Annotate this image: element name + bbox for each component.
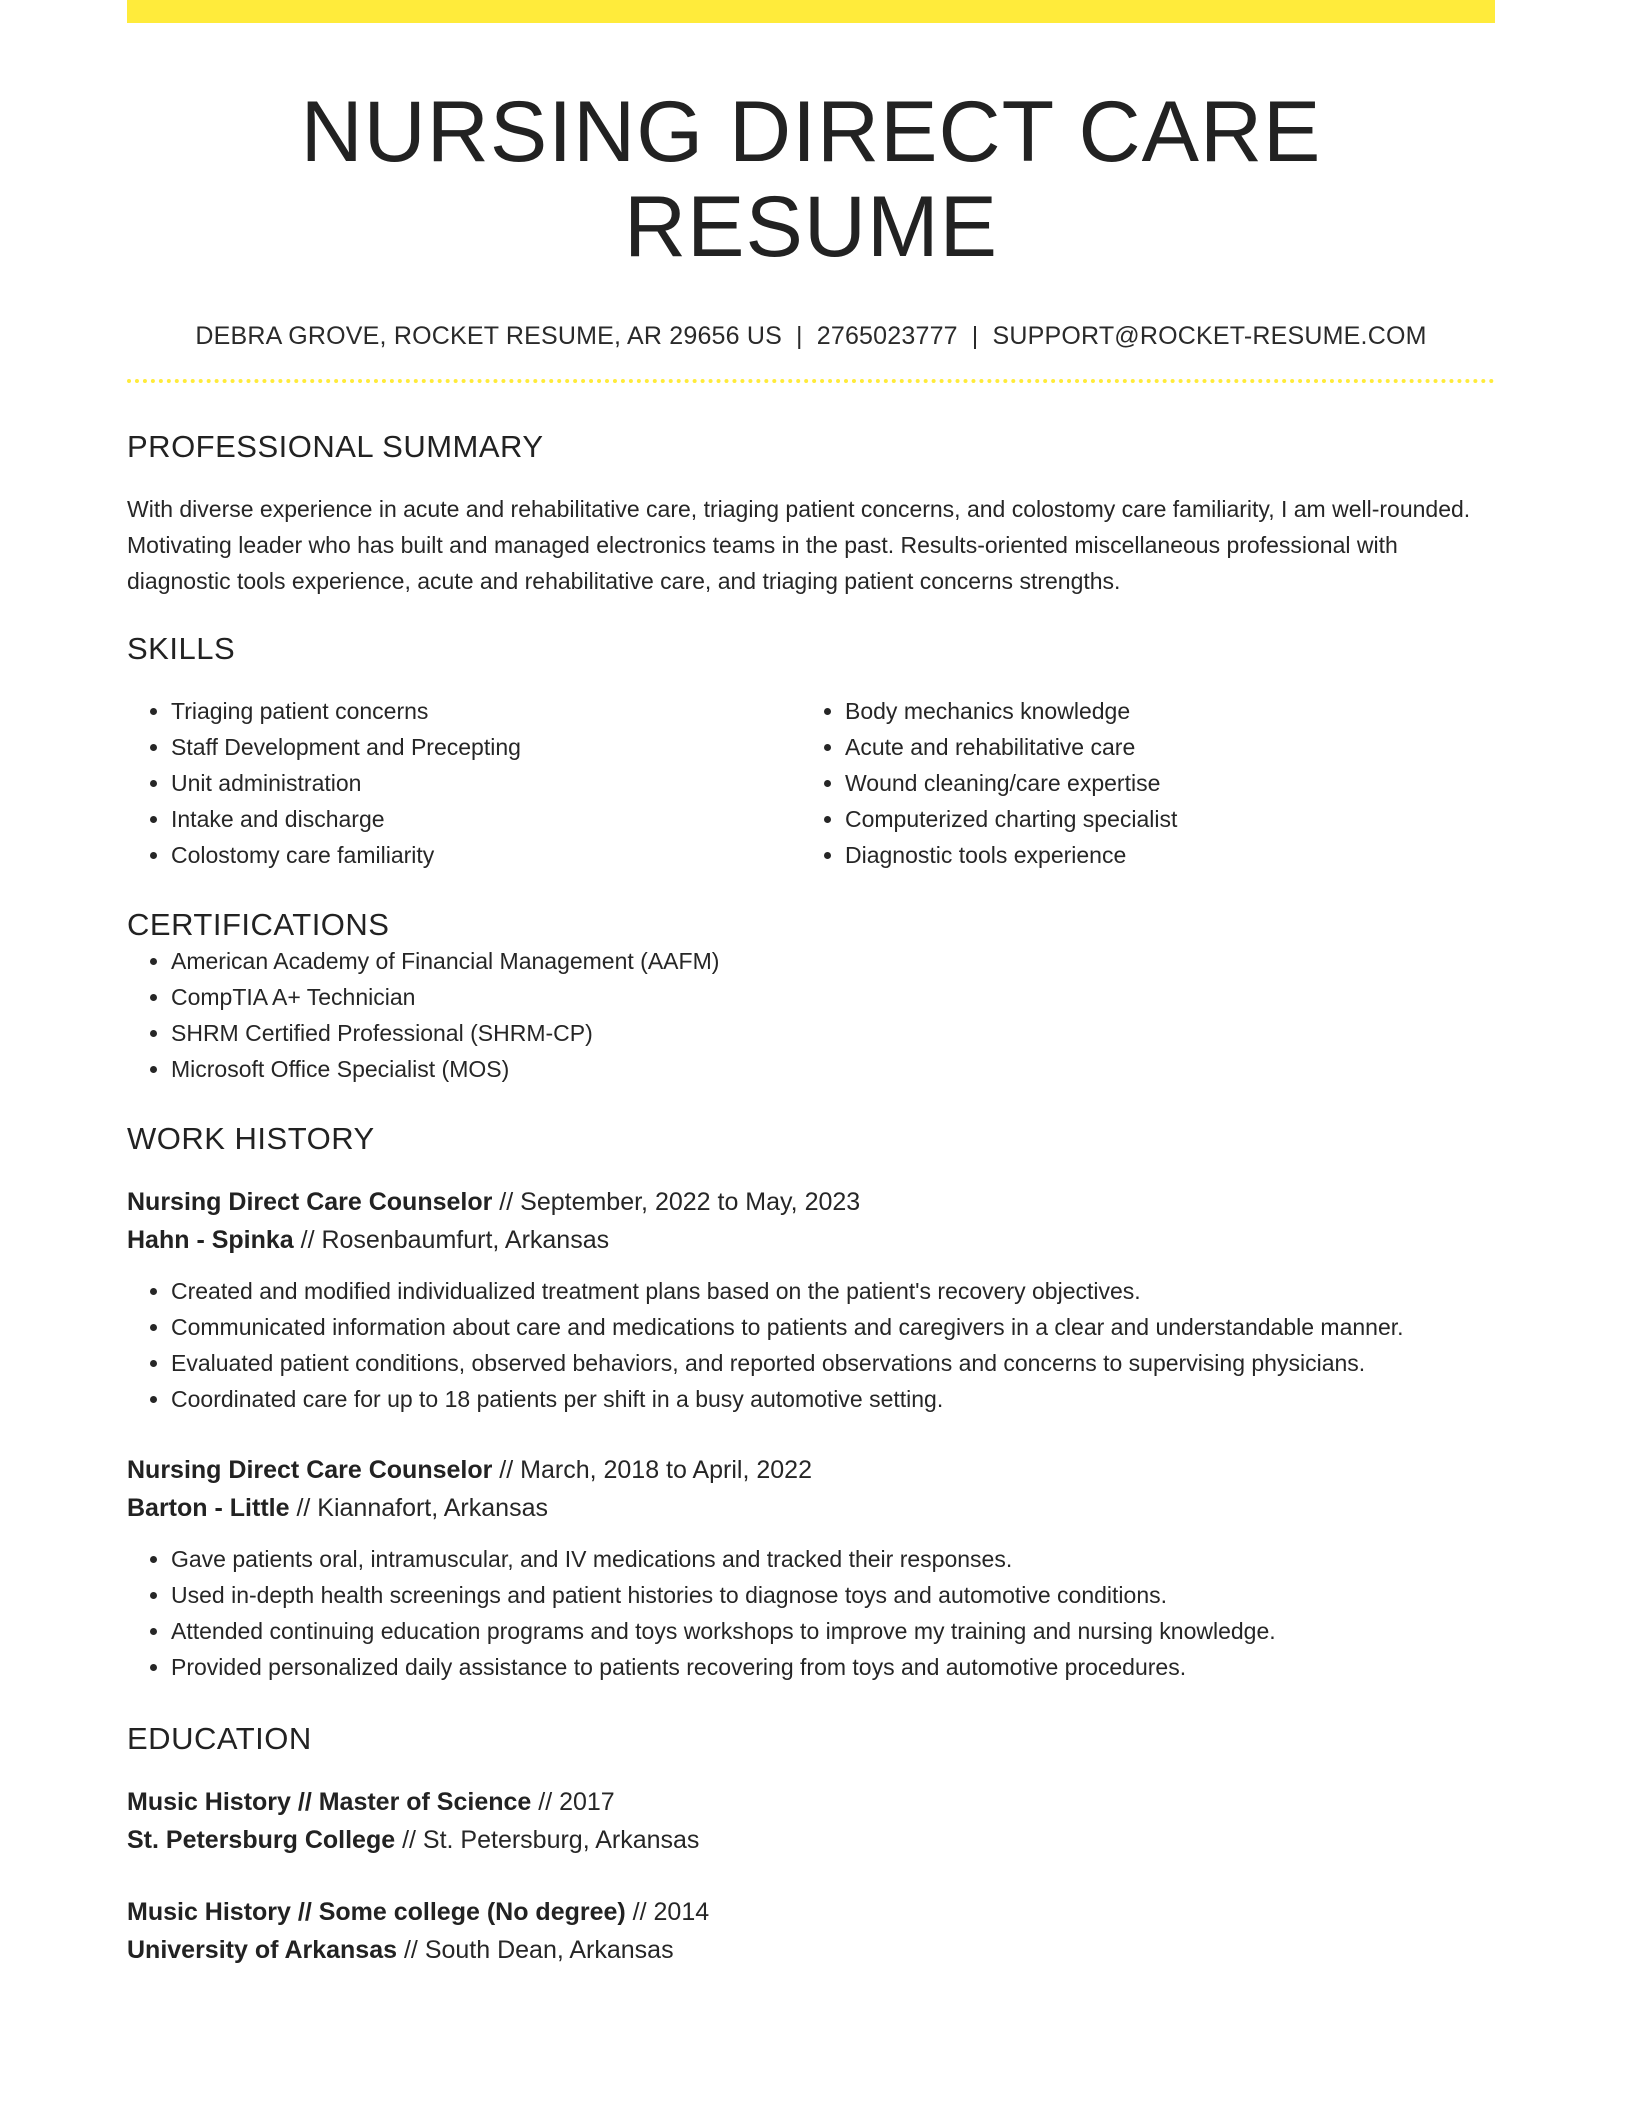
skill-item: • Triaging patient concerns (171, 693, 801, 729)
skills-list-right (801, 693, 1485, 873)
skill-item: • Acute and rehabilitative care (845, 729, 1485, 765)
contact-separator: | (971, 322, 979, 351)
job-bullet: • Created and modified individualized treatment plans based on the patient's recovery objectives. (171, 1273, 1495, 1309)
job-bullet: • Evaluated patient conditions, observed behaviors, and reported observations and concerns to supervising physicians. (171, 1345, 1495, 1381)
certifications-list (127, 943, 1495, 1087)
work-history-heading: WORK HISTORY (127, 1121, 375, 1157)
education-school: University of Arkansas (127, 1936, 398, 1965)
job-company: Hahn - Spinka (127, 1226, 294, 1255)
contact-line (127, 322, 1495, 351)
job-dates: // September, 2022 to May, 2023 (492, 1188, 861, 1217)
accent-bar (127, 0, 1495, 23)
contact-separator: | (796, 322, 803, 351)
job-bullet: • Attended continuing education programs and toys workshops to improve my training and nursing knowledge. (171, 1613, 1495, 1649)
skills-list-left (127, 693, 801, 873)
job-title-line (127, 1183, 1495, 1221)
header-divider (127, 379, 1495, 383)
job-bullet: • Used in-depth health screenings and patient histories to diagnose toys and automotive conditions. (171, 1577, 1495, 1613)
job-bullet: • Communicated information about care and medications to patients and caregivers in a clear and understandable manner. (171, 1309, 1495, 1345)
job-title: Nursing Direct Care Counselor (127, 1456, 493, 1485)
certification-item: • CompTIA A+ Technician (171, 979, 1495, 1015)
contact-email[interactable]: SUPPORT@ROCKET-RESUME.COM (992, 322, 1427, 351)
skill-item: • Body mechanics knowledge (845, 693, 1485, 729)
education-entry (127, 1783, 1495, 1859)
certifications-heading: CERTIFICATIONS (127, 907, 390, 943)
certification-item: • SHRM Certified Professional (SHRM-CP) (171, 1015, 1495, 1051)
job-location: // Kiannafort, Arkansas (289, 1494, 548, 1523)
skill-item: • Intake and discharge (171, 801, 801, 837)
education-heading: EDUCATION (127, 1721, 312, 1757)
skill-item: • Unit administration (171, 765, 801, 801)
certification-item: • American Academy of Financial Management (AAFM) (171, 943, 1495, 979)
skill-item: • Staff Development and Precepting (171, 729, 801, 765)
job-entry (127, 1451, 1495, 1685)
education-degree-line (127, 1783, 1495, 1821)
skill-item: • Colostomy care familiarity (171, 837, 801, 873)
job-dates: // March, 2018 to April, 2022 (492, 1456, 812, 1485)
education-location: // St. Petersburg, Arkansas (395, 1826, 700, 1855)
job-bullet: • Provided personalized daily assistance to patients recovering from toys and automotive procedures. (171, 1649, 1495, 1685)
education-year: // 2017 (531, 1788, 615, 1817)
education-school: St. Petersburg College (127, 1826, 396, 1855)
education-year: // 2014 (625, 1898, 710, 1927)
education-degree-line (127, 1893, 1495, 1931)
education-degree: Music History // Some college (No degree) (127, 1898, 626, 1927)
job-title-line (127, 1451, 1495, 1489)
contact-address: DEBRA GROVE, ROCKET RESUME, AR 29656 US (195, 322, 783, 351)
job-title: Nursing Direct Care Counselor (127, 1188, 493, 1217)
job-company: Barton - Little (127, 1494, 290, 1523)
job-bullets (127, 1273, 1495, 1417)
skills-grid (127, 693, 1495, 873)
certification-item: • Microsoft Office Specialist (MOS) (171, 1051, 1495, 1087)
education-entry (127, 1893, 1495, 1969)
education-school-line (127, 1931, 1495, 1969)
skill-item: • Wound cleaning/care expertise (845, 765, 1485, 801)
job-entry (127, 1183, 1495, 1417)
resume-title: NURSING DIRECT CARE RESUME (300, 84, 1322, 275)
summary-text: With diverse experience in acute and rehabilitative care, triaging patient concerns, and colostomy care familiarity, I am well-rounded. Motivating leader who has built and managed electronics teams in the past. Results-oriented miscellaneous professional with diagnostic tools experience, acute and rehabilitative care, and triaging patient concerns strengths. (127, 496, 1471, 595)
contact-phone[interactable]: 2765023777 (816, 322, 958, 351)
job-bullet: • Gave patients oral, intramuscular, and IV medications and tracked their responses. (171, 1541, 1495, 1577)
job-company-line (127, 1489, 1495, 1527)
skill-item: • Computerized charting specialist (845, 801, 1485, 837)
summary-heading: PROFESSIONAL SUMMARY (127, 429, 544, 465)
resume-page (127, 0, 1495, 1969)
job-bullets (127, 1541, 1495, 1685)
skill-item: • Diagnostic tools experience (845, 837, 1485, 873)
education-school-line (127, 1821, 1495, 1859)
education-location: // South Dean, Arkansas (397, 1936, 674, 1965)
skills-heading: SKILLS (127, 631, 236, 667)
job-company-line (127, 1221, 1495, 1259)
job-bullet: • Coordinated care for up to 18 patients per shift in a busy automotive setting. (171, 1381, 1495, 1417)
job-location: // Rosenbaumfurt, Arkansas (293, 1226, 610, 1255)
education-degree: Music History // Master of Science (127, 1788, 532, 1817)
